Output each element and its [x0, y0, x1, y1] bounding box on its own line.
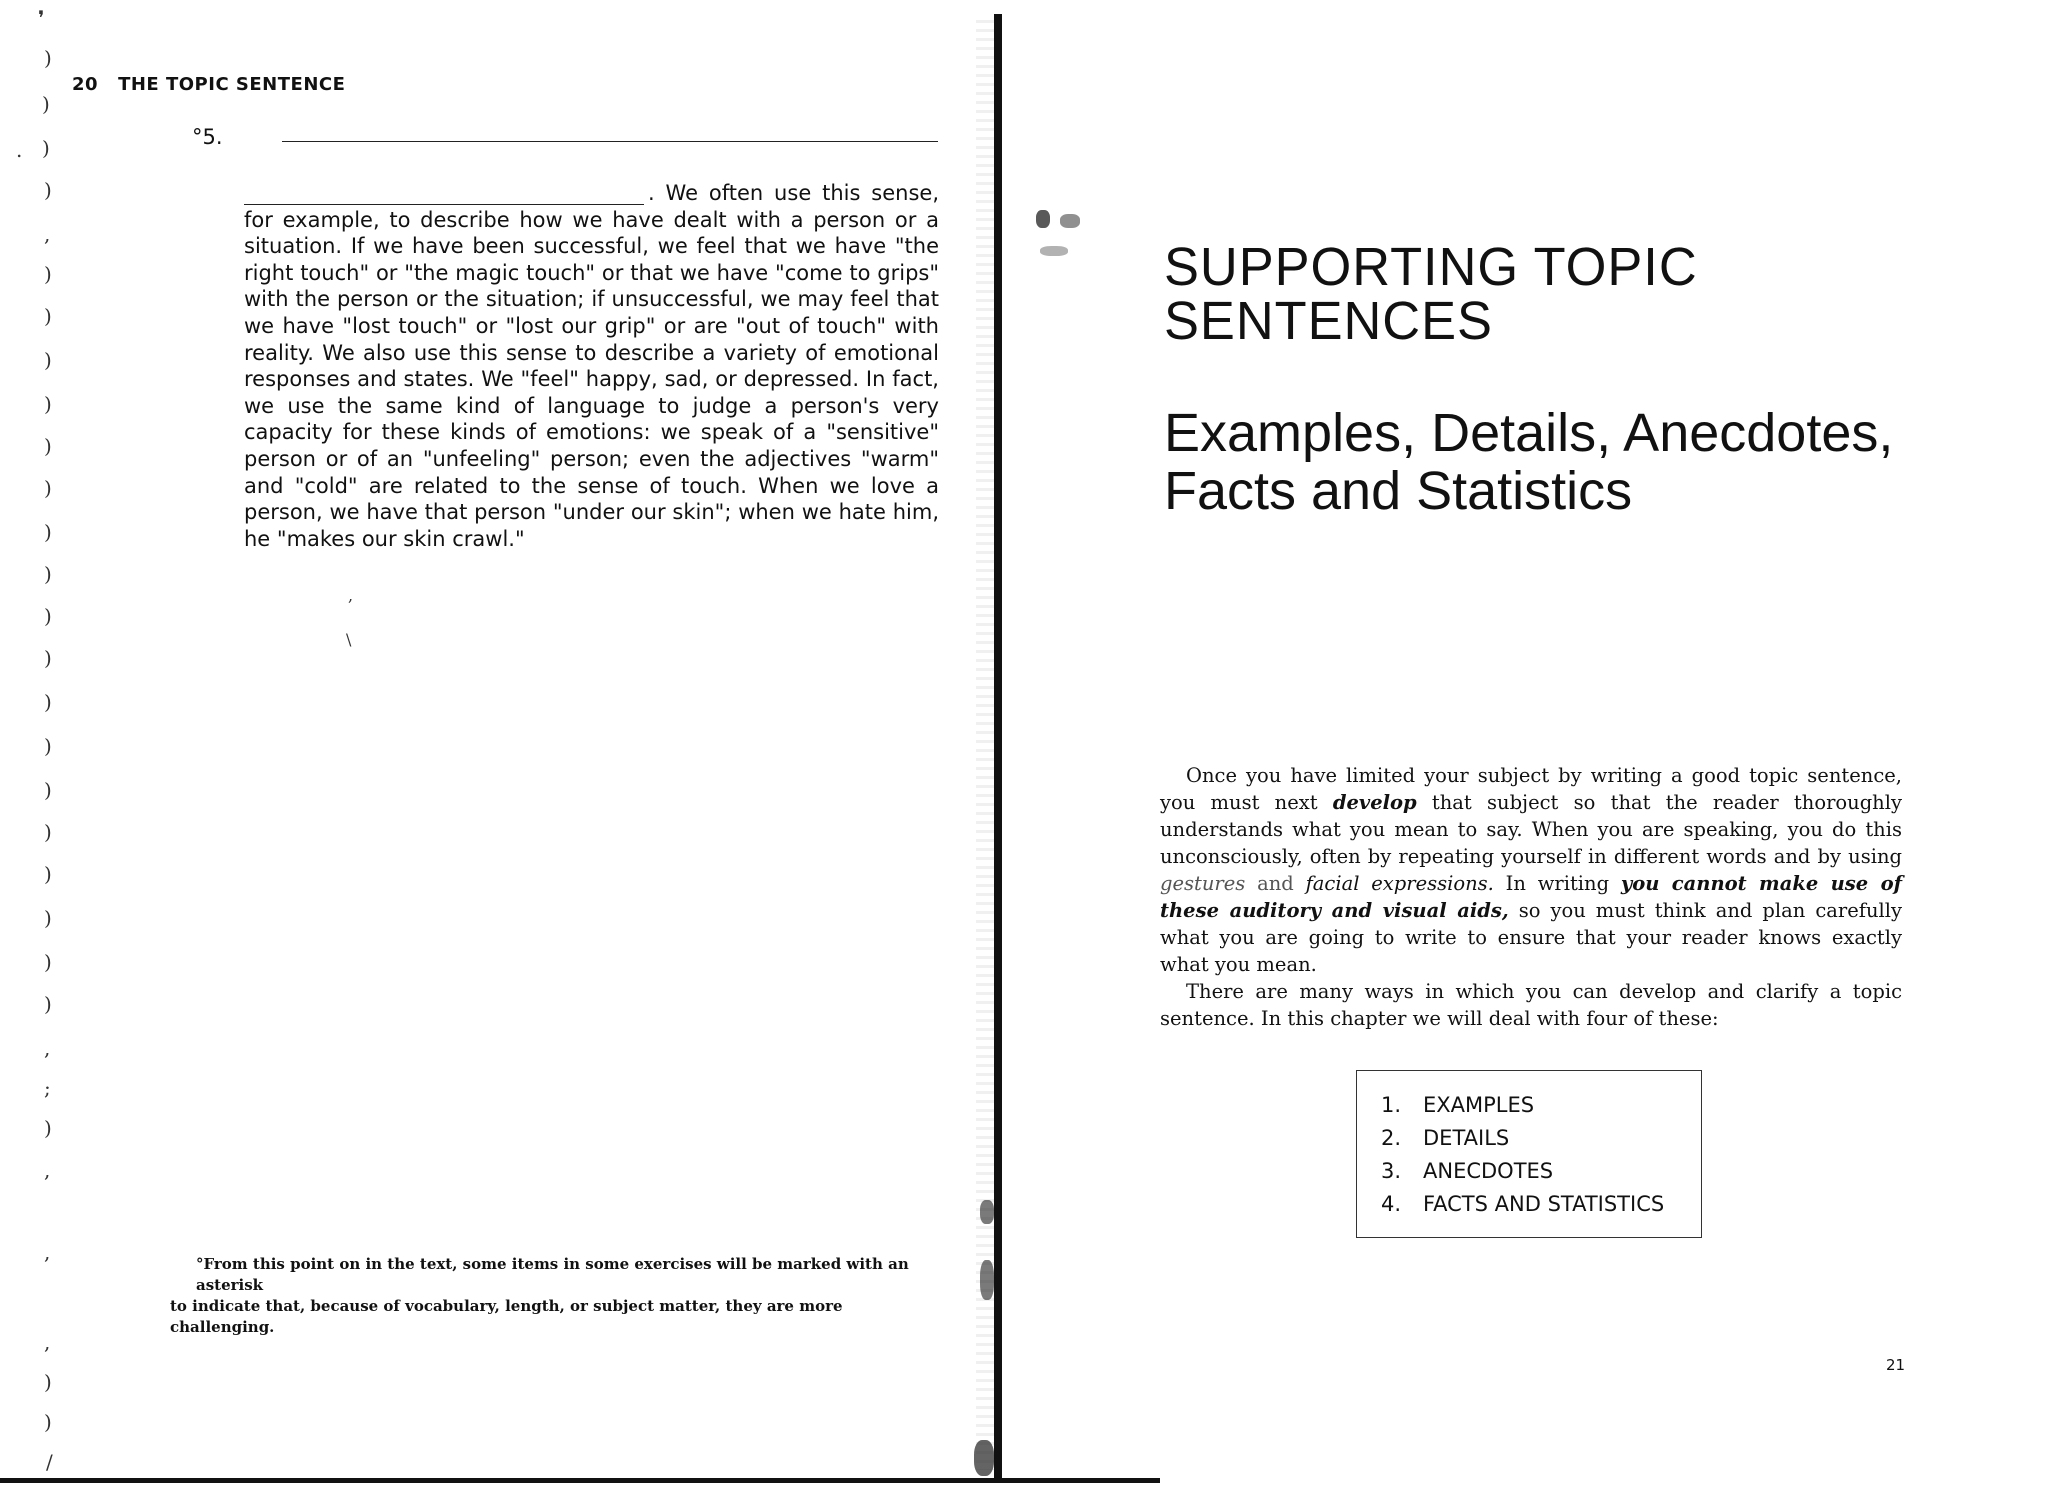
text-run: that subject so that the reader thoroughly understands what you mean to say. When you are speaking, you do this unconsciously, often by repeating yourself in different words and by using — [1160, 791, 1902, 868]
scan-mark: ) — [44, 46, 52, 70]
exercise-paragraph: . We often use this sense, for example, to describe how we have dealt with a person or a situation. If we have been successful, we feel that we have "the right touch" or "the magic touch" or that we have "come to grips" with the person or the situation; if unsuccessful, we may feel that we have "lost touch" or "lost our grip" or are "out of touch" with reality. We also use this sense to describe a variety of emotional responses and states. We "feel" happy, sad, or depressed. In fact, we use the same kind of language to judge a person's very capacity for these kinds of emotions: we speak of a "sensitive" person or of an "unfeeling" person; even the adjectives "warm" and "cold" are related to the sense of touch. When we love a person, we have that person "under our skin"; when we hate him, he "makes our skin crawl." — [244, 181, 939, 551]
scan-mark: , — [44, 1330, 51, 1354]
scan-mark: \ — [346, 630, 352, 649]
exercise-item-number: °5. — [192, 125, 223, 149]
list-item — [1381, 1122, 1701, 1155]
scan-mark: ) — [42, 92, 50, 116]
list-label: EXAMPLES — [1423, 1093, 1535, 1117]
scan-mark: ) — [44, 476, 52, 500]
subtitle-line: Examples, Details, Anecdotes, — [1164, 403, 1894, 463]
text-run: and — [1245, 872, 1306, 895]
scan-mark: ) — [44, 348, 52, 372]
scan-mark: ) — [44, 1116, 52, 1140]
scan-mark: ) — [42, 136, 50, 160]
scan-mark: ) — [44, 604, 52, 628]
list-item — [1381, 1155, 1701, 1188]
scan-mark: ) — [44, 304, 52, 328]
scan-mark: ) — [44, 392, 52, 416]
methods-list-box — [1356, 1070, 1702, 1238]
scan-mark: ) — [44, 562, 52, 586]
methods-list — [1357, 1071, 1701, 1221]
running-head-title: THE TOPIC SENTENCE — [118, 74, 346, 95]
chapter-title-line: SUPPORTING TOPIC — [1164, 237, 1698, 297]
running-head — [72, 74, 345, 95]
subtitle-line: Facts and Statistics — [1164, 461, 1633, 521]
list-label: ANECDOTES — [1423, 1159, 1554, 1183]
scan-mark: ) — [44, 906, 52, 930]
intro-paragraph — [1160, 762, 1902, 978]
answer-blank-line[interactable] — [282, 141, 938, 142]
list-label: FACTS AND STATISTICS — [1423, 1192, 1665, 1216]
scan-blotch — [1060, 214, 1080, 228]
text-run: Once you have limited your subject by writing a good topic sentence, you must next — [1160, 764, 1902, 814]
scan-mark: , — [44, 222, 51, 246]
scan-mark: ) — [44, 434, 52, 458]
list-number: 3. — [1381, 1159, 1402, 1183]
scan-mark: ) — [44, 734, 52, 758]
page-bottom-edge — [0, 1478, 1160, 1483]
chapter-title-line: SENTENCES — [1164, 291, 1493, 351]
scan-mark: ) — [44, 262, 52, 286]
list-number: 4. — [1381, 1192, 1402, 1216]
footnote-line: to indicate that, because of vocabulary, length, or subject matter, they are more challenging. — [170, 1297, 843, 1336]
scan-mark: ) — [44, 690, 52, 714]
scan-mark: ) — [44, 178, 52, 202]
footnote — [170, 1254, 936, 1338]
scan-mark: ) — [44, 992, 52, 1016]
scan-mark: ❜ — [38, 6, 45, 30]
list-label: DETAILS — [1423, 1126, 1510, 1150]
scan-mark: , — [44, 1036, 51, 1060]
scan-mark: ) — [44, 646, 52, 670]
scan-blotch — [980, 1260, 994, 1300]
scan-mark: ) — [44, 862, 52, 886]
list-number: 2. — [1381, 1126, 1402, 1150]
scan-mark: , — [348, 586, 354, 605]
text-run: In writing — [1493, 872, 1621, 895]
book-gutter — [994, 14, 1002, 1478]
scan-mark: ) — [44, 520, 52, 544]
scan-mark: ) — [44, 1370, 52, 1394]
chapter-title — [1164, 237, 1698, 351]
scan-mark: ; — [44, 1076, 51, 1100]
scan-mark: , — [44, 1240, 51, 1264]
right-page-number: 21 — [1886, 1356, 1906, 1374]
scan-blotch — [980, 1200, 994, 1224]
scan-mark: ) — [44, 778, 52, 802]
footnote-line: °From this point on in the text, some items in some exercises will be marked with an asterisk — [196, 1255, 909, 1294]
intro-paragraph: There are many ways in which you can develop and clarify a topic sentence. In this chapter we will deal with four of these: — [1160, 980, 1902, 1030]
left-page-number: 20 — [72, 74, 99, 95]
list-item — [1381, 1089, 1701, 1122]
scan-mark: ) — [44, 820, 52, 844]
text-run: so you must think and plan carefully what you are going to write to ensure that your reader knows exactly what you mean. — [1160, 899, 1902, 976]
scan-mark: ) — [44, 1410, 52, 1434]
emphasis-facial-expressions: facial expressions. — [1305, 872, 1494, 895]
scan-mark: . — [16, 138, 23, 162]
emphasis-aids: you cannot make use of these auditory and visual aids, — [1160, 872, 1902, 922]
scan-mark: , — [44, 1158, 51, 1182]
binding-shadow — [976, 20, 994, 1470]
emphasis-gestures: gestures — [1160, 872, 1246, 895]
emphasis-develop: develop — [1332, 791, 1417, 814]
list-item — [1381, 1188, 1701, 1221]
list-number: 1. — [1381, 1093, 1402, 1117]
scan-blotch — [974, 1440, 994, 1476]
scan-mark: / — [46, 1450, 53, 1474]
scan-blotch — [1040, 246, 1068, 256]
scan-mark: ) — [44, 950, 52, 974]
intro-text — [1160, 762, 1902, 1032]
chapter-subtitle — [1164, 404, 1893, 520]
scan-blotch — [1036, 210, 1050, 228]
